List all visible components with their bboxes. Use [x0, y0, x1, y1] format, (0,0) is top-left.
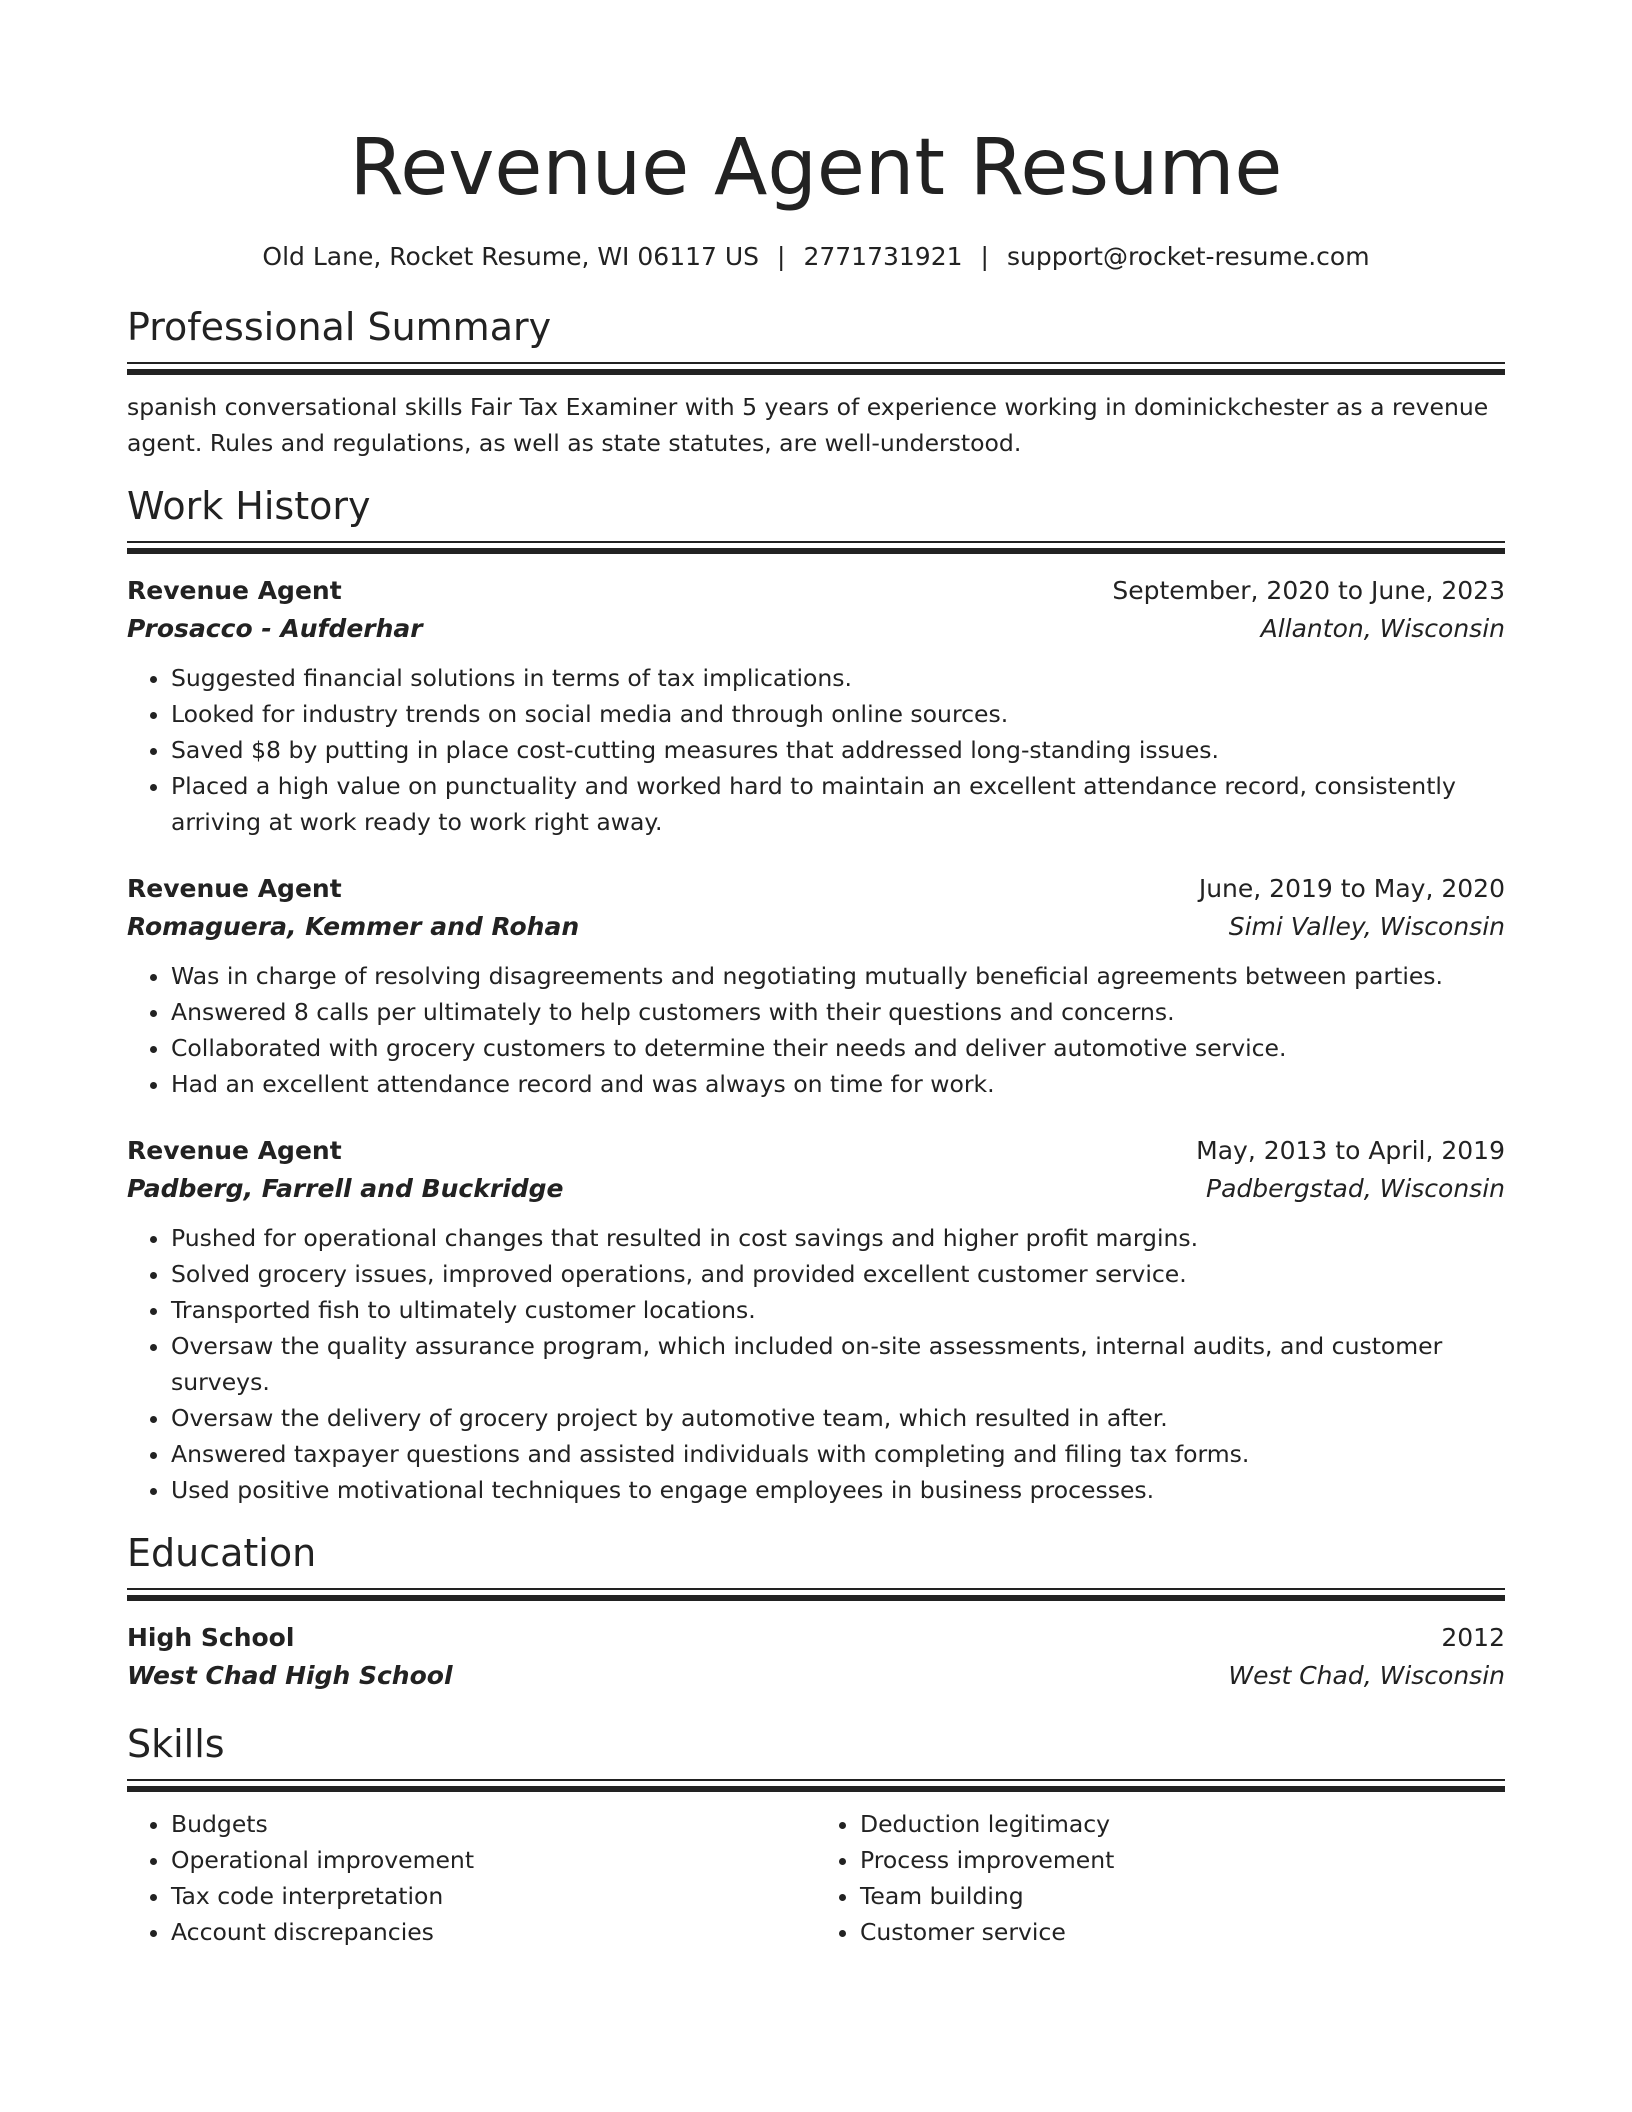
job-bullet: • Transported fish to ultimately customer locations.: [171, 1292, 1505, 1328]
job-dates: May, 2013 to April, 2019: [1196, 1136, 1505, 1165]
skill-item: • Team building: [860, 1878, 1505, 1914]
section-rule-thick: [127, 1786, 1505, 1792]
job-company-row: [127, 1170, 1505, 1208]
work-history-section: [127, 481, 1505, 1508]
section-rule-thick: [127, 369, 1505, 375]
education-school-row: [127, 1657, 1505, 1695]
section-rule-thick: [127, 548, 1505, 554]
contact-separator: |: [980, 242, 989, 271]
section-title-skills: Skills: [127, 1722, 225, 1766]
skill-item: • Customer service: [860, 1914, 1505, 1950]
job-bullets: [127, 660, 1505, 840]
skills-column-left: [127, 1806, 816, 1950]
section-title-summary: Professional Summary: [127, 305, 552, 349]
job-entry: [127, 572, 1505, 840]
skills-column-right: [816, 1806, 1505, 1950]
job-company: Romaguera, Kemmer and Rohan: [127, 912, 580, 941]
contact-address: Old Lane, Rocket Resume, WI 06117 US: [262, 242, 760, 271]
job-entry: [127, 1132, 1505, 1508]
resume-title: Revenue Agent Resume: [349, 123, 1283, 213]
skill-item: • Budgets: [171, 1806, 816, 1842]
skill-item: • Account discrepancies: [171, 1914, 816, 1950]
job-role: Revenue Agent: [127, 874, 342, 903]
section-rule-thin: [127, 1779, 1505, 1781]
education-year: 2012: [1441, 1623, 1505, 1652]
summary-text: spanish conversational skills Fair Tax Examiner with 5 years of experience working in dominickchester as a revenue agent. Rules and regulations, as well as state statutes, are well-understood.: [127, 393, 1489, 457]
skill-item: • Process improvement: [860, 1842, 1505, 1878]
job-bullet: • Pushed for operational changes that resulted in cost savings and higher profit margins.: [171, 1220, 1505, 1256]
skill-item: • Tax code interpretation: [171, 1878, 816, 1914]
education-school: West Chad High School: [127, 1661, 453, 1690]
section-rule-thin: [127, 1588, 1505, 1590]
skill-item: • Operational improvement: [171, 1842, 816, 1878]
job-bullet: • Placed a high value on punctuality and worked hard to maintain an excellent attendance record, consistently arriving at work ready to work right away.: [171, 768, 1505, 840]
job-location: Padbergstad, Wisconsin: [1206, 1174, 1505, 1203]
job-header-row: [127, 1132, 1505, 1170]
job-bullet: • Was in charge of resolving disagreements and negotiating mutually beneficial agreements between parties.: [171, 958, 1505, 994]
job-dates: June, 2019 to May, 2020: [1198, 874, 1505, 903]
job-role: Revenue Agent: [127, 576, 342, 605]
job-role: Revenue Agent: [127, 1136, 342, 1165]
job-location: Simi Valley, Wisconsin: [1228, 912, 1505, 941]
job-entry: [127, 870, 1505, 1102]
job-bullet: • Answered 8 calls per ultimately to help customers with their questions and concerns.: [171, 994, 1505, 1030]
skill-item: • Deduction legitimacy: [860, 1806, 1505, 1842]
job-company-row: [127, 908, 1505, 946]
summary-section: [127, 302, 1505, 461]
section-title-education: Education: [127, 1531, 317, 1575]
education-entry: [127, 1619, 1505, 1695]
job-bullet: • Answered taxpayer questions and assisted individuals with completing and filing tax forms.: [171, 1436, 1505, 1472]
education-degree: High School: [127, 1623, 295, 1652]
job-bullet: • Saved $8 by putting in place cost-cutting measures that addressed long-standing issues.: [171, 732, 1505, 768]
job-company: Prosacco - Aufderhar: [127, 614, 423, 643]
job-header-row: [127, 572, 1505, 610]
contact-email[interactable]: support@rocket-resume.com: [1006, 242, 1370, 271]
job-bullet: • Used positive motivational techniques to engage employees in business processes.: [171, 1472, 1505, 1508]
section-rule-thick: [127, 1595, 1505, 1601]
job-bullets: [127, 1220, 1505, 1508]
job-company: Padberg, Farrell and Buckridge: [127, 1174, 564, 1203]
section-rule-thin: [127, 541, 1505, 543]
job-company-row: [127, 610, 1505, 648]
contact-separator: |: [777, 242, 786, 271]
job-bullet: • Looked for industry trends on social media and through online sources.: [171, 696, 1505, 732]
job-bullet: • Had an excellent attendance record and was always on time for work.: [171, 1066, 1505, 1102]
job-bullet: • Collaborated with grocery customers to determine their needs and deliver automotive service.: [171, 1030, 1505, 1066]
section-rule-thin: [127, 362, 1505, 364]
job-header-row: [127, 870, 1505, 908]
education-header-row: [127, 1619, 1505, 1657]
education-section: [127, 1528, 1505, 1695]
job-bullet: • Oversaw the delivery of grocery project by automotive team, which resulted in after.: [171, 1400, 1505, 1436]
contact-line: [127, 240, 1505, 274]
skills-section: [127, 1719, 1505, 1950]
education-location: West Chad, Wisconsin: [1228, 1661, 1505, 1690]
section-title-work-history: Work History: [127, 484, 371, 528]
job-bullet: • Solved grocery issues, improved operations, and provided excellent customer service.: [171, 1256, 1505, 1292]
job-dates: September, 2020 to June, 2023: [1112, 576, 1505, 605]
job-bullets: [127, 958, 1505, 1102]
job-bullet: • Suggested financial solutions in terms of tax implications.: [171, 660, 1505, 696]
job-bullet: • Oversaw the quality assurance program, which included on-site assessments, internal audits, and customer surveys.: [171, 1328, 1505, 1400]
contact-phone: 2771731921: [803, 242, 963, 271]
skills-list: [127, 1806, 1505, 1950]
job-location: Allanton, Wisconsin: [1260, 614, 1505, 643]
